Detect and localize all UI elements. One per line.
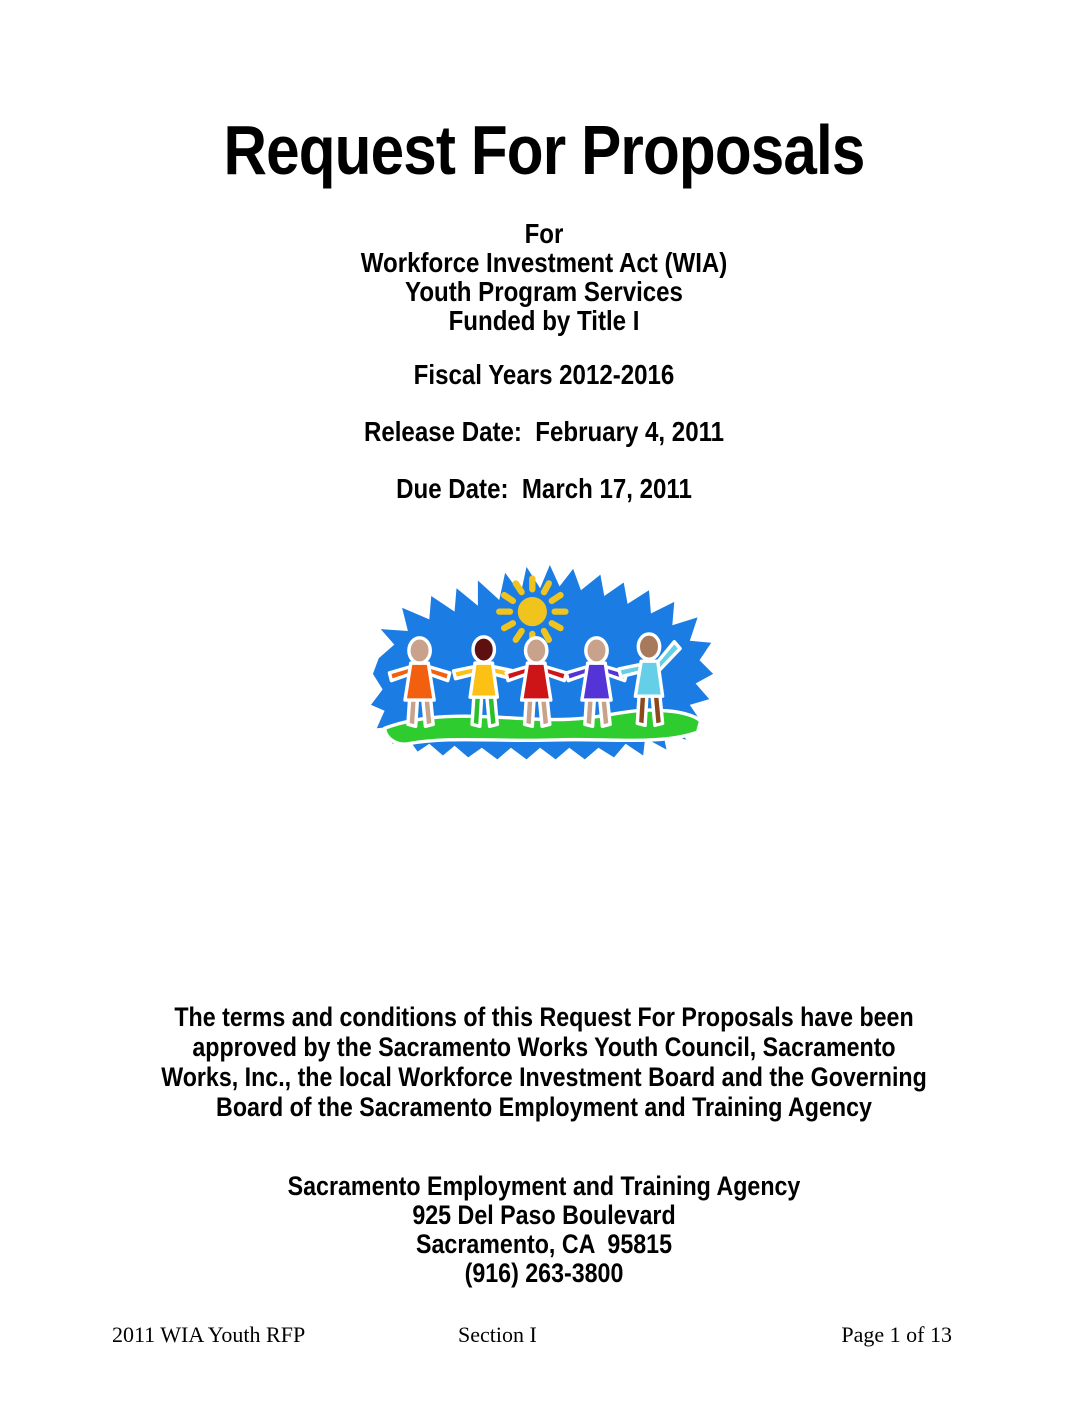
approval-statement — [76, 1002, 1012, 1122]
subtitle-line-funding: Funded by Title I — [448, 305, 640, 336]
due-date: Due Date: March 17, 2011 — [396, 473, 692, 504]
children-clipart-svg — [369, 563, 719, 772]
approval-line: Works, Inc., the local Workforce Investment Board and the Governing — [161, 1062, 927, 1092]
subtitle-block — [76, 219, 1012, 335]
subtitle-line-youth-services: Youth Program Services — [405, 276, 683, 307]
agency-street: 925 Del Paso Boulevard — [412, 1200, 676, 1230]
agency-address-block — [76, 1172, 1012, 1288]
agency-phone: (916) 263-3800 — [464, 1258, 624, 1288]
fiscal-years: Fiscal Years 2012-2016 — [413, 359, 675, 390]
subtitle-line-wia: Workforce Investment Act (WIA) — [360, 247, 728, 278]
page-footer — [0, 1322, 1088, 1352]
agency-name: Sacramento Employment and Training Agency — [287, 1171, 801, 1201]
approval-line: Board of the Sacramento Employment and Training Agency — [216, 1092, 872, 1122]
agency-city-state-zip: Sacramento, CA 95815 — [416, 1229, 672, 1259]
approval-line: The terms and conditions of this Request For Proposals have been — [174, 1002, 914, 1032]
approval-line: approved by the Sacramento Works Youth Council, Sacramento — [192, 1032, 896, 1062]
page-title: Request For Proposals — [223, 111, 865, 189]
release-date: Release Date: February 4, 2011 — [363, 416, 725, 447]
footer-section: Section I — [458, 1322, 537, 1347]
footer-doc-label: 2011 WIA Youth RFP — [112, 1322, 306, 1347]
footer-page-number: Page 1 of 13 — [841, 1322, 952, 1347]
subtitle-line-for: For — [524, 218, 564, 249]
sun-core — [518, 597, 547, 626]
children-clipart — [0, 563, 1088, 772]
